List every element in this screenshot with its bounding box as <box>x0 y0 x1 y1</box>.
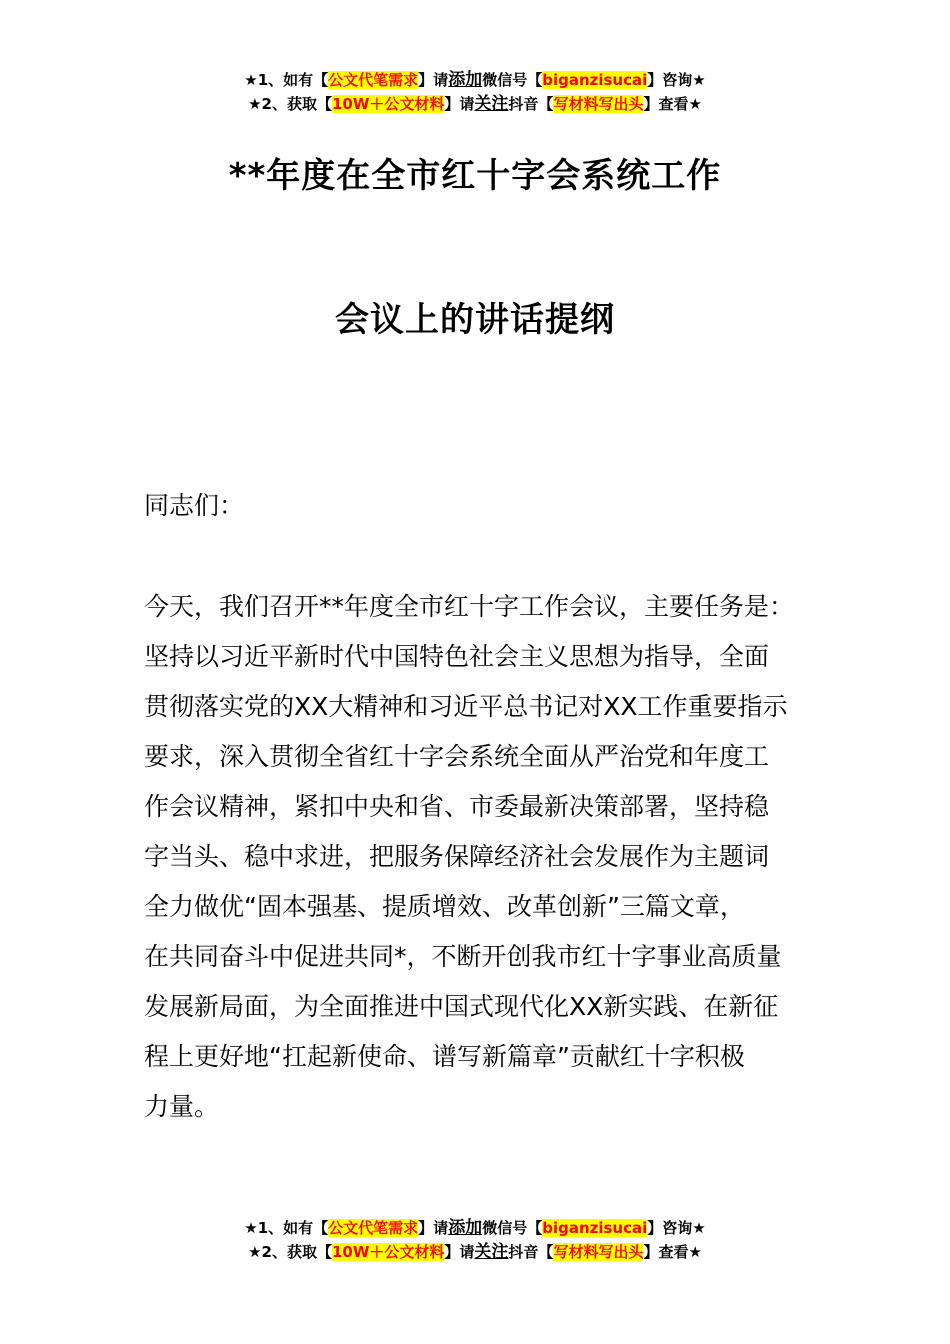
promo-text: 微信号【 <box>482 1219 543 1237</box>
salutation: 同志们： <box>144 491 245 520</box>
promo-text: 】查看★ <box>643 1243 702 1261</box>
promo-highlight: 公文代笔需求 <box>328 1219 419 1237</box>
paragraph-line: 要求，深入贯彻全省红十字会系统全面从严治党和年度工 <box>144 742 770 771</box>
paragraph-line: 在共同奋斗中促进共同*，不断开创我市红十字事业高质量 <box>144 942 782 971</box>
promo-text: ★2、获取【 <box>248 95 332 113</box>
promo-text: 抖音【 <box>508 1243 554 1261</box>
promo-douyin-id: 写材料写出头 <box>553 1243 644 1261</box>
promo-text: 】请 <box>418 71 449 89</box>
promo-text: ★1、如有【 <box>244 71 329 89</box>
promo-banner-top <box>0 68 950 116</box>
promo-text: ★1、如有【 <box>244 1219 329 1237</box>
promo-text: 】咨询★ <box>647 1219 706 1237</box>
promo-underlined: 关注 <box>474 1242 509 1262</box>
promo-line-2 <box>0 92 950 116</box>
document-title-line-2: 会议上的讲话提纲 <box>335 300 615 340</box>
promo-highlight: 10W＋公文材料 <box>331 95 445 113</box>
promo-text: 抖音【 <box>508 95 554 113</box>
body-paragraph <box>144 582 832 1132</box>
paragraph-line: 坚持以习近平新时代中国特色社会主义思想为指导，全面 <box>144 642 770 671</box>
promo-highlight: 10W＋公文材料 <box>331 1243 445 1261</box>
promo-underlined: 关注 <box>474 94 509 114</box>
promo-text: 】咨询★ <box>647 71 706 89</box>
promo-wechat-id: biganzisucai <box>542 1219 648 1237</box>
paragraph-line: 字当头、稳中求进，把服务保障经济社会发展作为主题词 <box>144 842 770 871</box>
promo-underlined: 添加 <box>448 1218 483 1238</box>
promo-highlight: 公文代笔需求 <box>328 71 419 89</box>
promo-banner-bottom <box>0 1216 950 1264</box>
promo-line-1 <box>0 1216 950 1240</box>
promo-text: ★2、获取【 <box>248 1243 332 1261</box>
promo-line-1 <box>0 68 950 92</box>
promo-text: 】请 <box>444 95 475 113</box>
paragraph-line: 贯彻落实党的XX大精神和习近平总书记对XX工作重要指示 <box>144 692 788 721</box>
promo-text: 】请 <box>418 1219 449 1237</box>
paragraph-line: 发展新局面，为全面推进中国式现代化XX新实践、在新征 <box>144 992 779 1021</box>
document-title-line-1: **年度在全市红十字会系统工作 <box>228 156 722 196</box>
promo-text: 微信号【 <box>482 71 543 89</box>
promo-text: 】请 <box>444 1243 475 1261</box>
paragraph-line: 力量。 <box>144 1092 220 1121</box>
paragraph-line: 程上更好地“扛起新使命、谱写新篇章”贡献红十字积极 <box>144 1042 745 1071</box>
promo-text: 】查看★ <box>643 95 702 113</box>
paragraph-line: 今天，我们召开**年度全市红十字工作会议，主要任务是： <box>144 592 795 621</box>
promo-underlined: 添加 <box>448 70 483 90</box>
promo-line-2 <box>0 1240 950 1264</box>
paragraph-line: 全力做优“固本强基、提质增效、改革创新”三篇文章， <box>144 892 745 921</box>
promo-douyin-id: 写材料写出头 <box>553 95 644 113</box>
promo-wechat-id: biganzisucai <box>542 71 648 89</box>
paragraph-line: 作会议精神，紧扣中央和省、市委最新决策部署，坚持稳 <box>144 792 770 821</box>
